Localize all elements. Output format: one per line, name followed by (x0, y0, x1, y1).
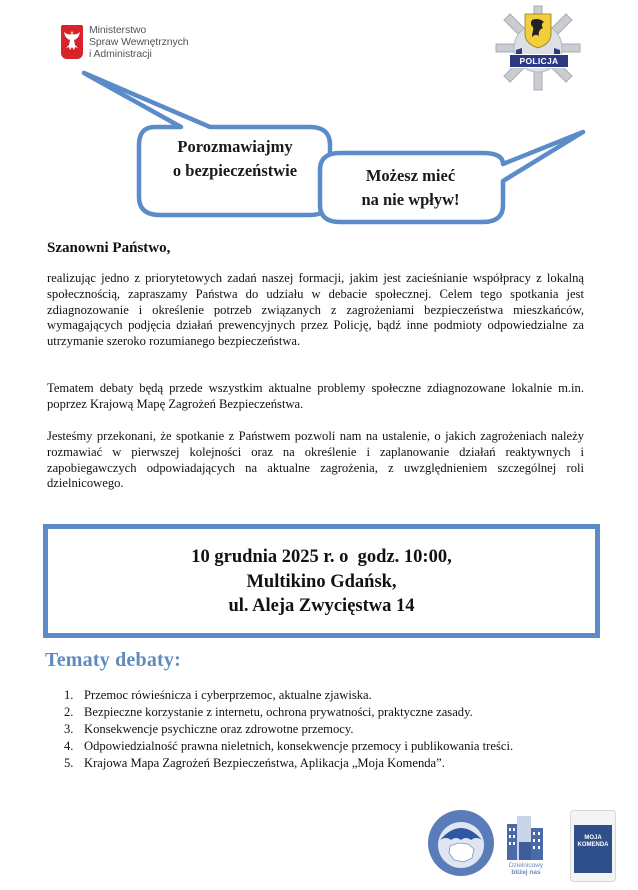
list-text: Odpowiedzialność prawna nieletnich, konsekwencje przemocy i publikowania treści. (84, 739, 514, 753)
event-venue: Multikino Gdańsk, (246, 571, 397, 592)
list-number: 3. (64, 722, 74, 736)
bubble-line: o bezpieczeństwie (172, 161, 298, 180)
dzielnicowy-logo (505, 812, 547, 880)
dzielnicowy-caption (501, 862, 551, 876)
app-name-line: KOMENDA (577, 842, 609, 848)
letter-paragraph: Tematem debaty będą przede wszystkim aktualne problemy społeczne zdiagnozowane lokalnie m.in. poprzez Krajową Mapę Zagrożeń Bezpieczeństwa. (47, 381, 584, 411)
app-name-line: MOJA (584, 835, 602, 841)
letter-paragraph: realizując jedno z priorytetowych zadań naszej formacji, jakim jest zacieśnianie współpracy z lokalną społecznością, zapraszamy Państwa do udziału w debacie społecznej. Celem tego spotkania jest zdiagnozowanie i określenie potrzeb związanych z zagrożeniami bezpieczeństwa mieszkańców, wymagających podjęcia działań prewencyjnych przez Policję, bądź inne podmioty odpowiedzialne za utrzymanie szeroko rozumianego bezpieczeństwa. (47, 271, 584, 349)
list-number: 5. (64, 756, 74, 770)
list-number: 4. (64, 739, 74, 753)
caption-line: bliżej nas (511, 869, 541, 876)
list-number: 2. (64, 705, 74, 719)
right-bubble-text (318, 164, 503, 212)
caption-line: Dzielnicowy (508, 862, 544, 869)
moja-komenda-logo (570, 810, 616, 882)
bubble-line: na nie wpływ! (361, 190, 460, 209)
greeting: Szanowni Państwo, (47, 240, 171, 256)
list-text: Przemoc rówieśnicza i cyberprzemoc, aktualne zjawiska. (84, 688, 372, 702)
polish-eagle-emblem-icon (61, 25, 83, 59)
list-item (64, 755, 584, 772)
list-item (64, 687, 584, 704)
list-number: 1. (64, 688, 74, 702)
list-text: Konsekwencje psychiczne oraz zdrowotne przemocy. (84, 722, 354, 736)
ministry-name-line: Spraw Wewnętrznych (89, 36, 189, 48)
event-details-box (43, 524, 600, 638)
ministry-name-line: Ministerstwo (89, 24, 147, 36)
topics-list (64, 687, 584, 772)
bubble-line: Możesz mieć (365, 166, 456, 185)
police-label: POLICJA (509, 54, 569, 68)
letter-paragraph: Jesteśmy przekonani, że spotkanie z Państwem pozwoli nam na ustalenie, o jakich zagrożeniach należy rozmawiać w pierwszej kolejności oraz na określenie i zaplanowanie działań reaktywnych i zapobiegawczych odpowiadających na aktualne zagrożenia, z uwzględnieniem szczególnej roli dzielnicowego. (47, 429, 584, 491)
city-buildings-logo-icon (505, 812, 547, 862)
left-bubble-text (140, 135, 330, 183)
event-address: ul. Aleja Zwycięstwa 14 (228, 596, 415, 616)
ministry-logo (61, 25, 221, 65)
smartphone-app-logo-icon (574, 825, 612, 873)
bubble-line: Porozmawiajmy (177, 137, 293, 156)
list-text: Bezpieczne korzystanie z internetu, ochrona prywatności, praktyczne zasady. (84, 705, 473, 719)
kmzb-umbrella-map-logo-icon (428, 810, 494, 876)
list-item (64, 721, 584, 738)
ministry-name-line: i Administracji (89, 48, 152, 60)
ministry-name (89, 24, 189, 60)
list-item (64, 704, 584, 721)
topics-title: Tematy debaty: (45, 649, 181, 671)
event-datetime: 10 grudnia 2025 r. o godz. 10:00, (191, 547, 452, 567)
list-item (64, 738, 584, 755)
list-text: Krajowa Mapa Zagrożeń Bezpieczeństwa, Aplikacja „Moja Komenda”. (84, 756, 445, 770)
